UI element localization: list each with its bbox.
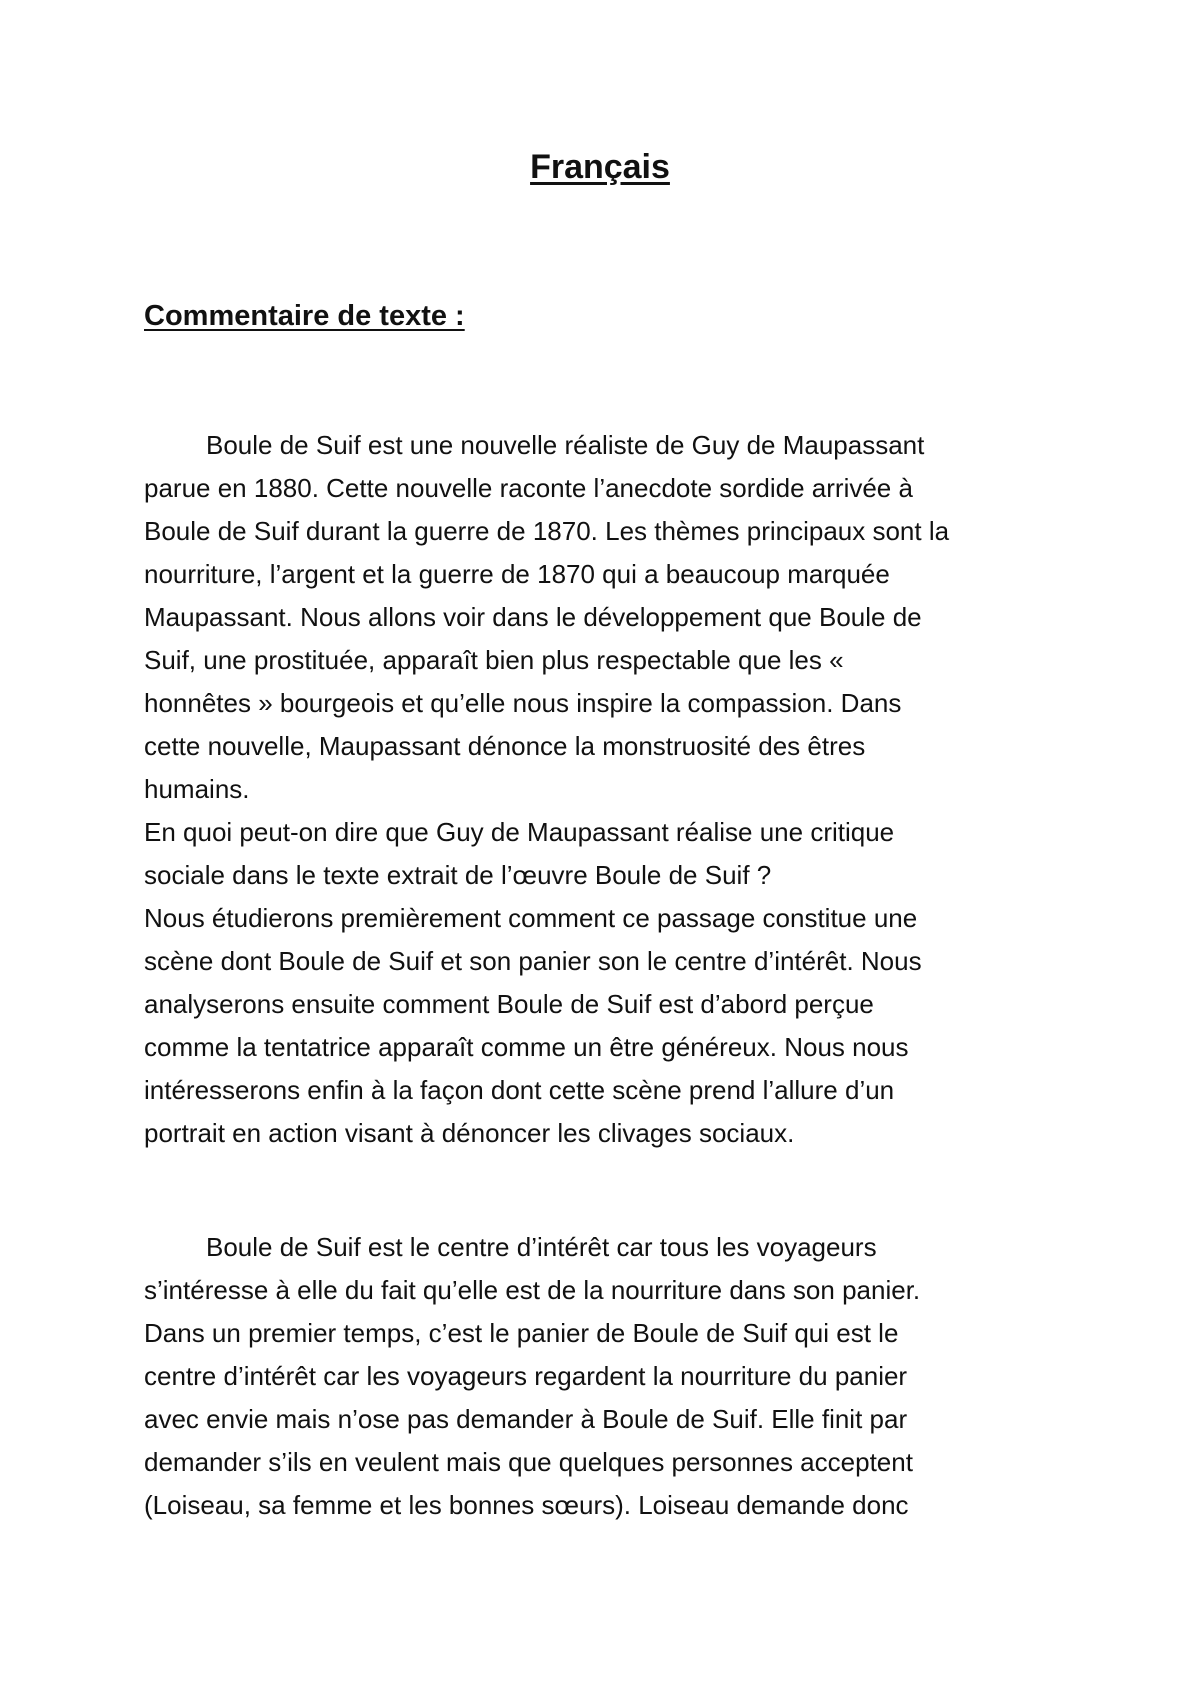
paragraph-introduction bbox=[144, 424, 1084, 1155]
text-line: s’intéresse à elle du fait qu’elle est de la nourriture dans son panier. bbox=[144, 1275, 921, 1305]
text-line: humains. bbox=[144, 774, 250, 804]
paragraph-development bbox=[144, 1226, 1084, 1527]
text-line: centre d’intérêt car les voyageurs regardent la nourriture du panier bbox=[144, 1361, 908, 1391]
text-line: Nous étudierons premièrement comment ce passage constitue une bbox=[144, 903, 918, 933]
text-line: comme la tentatrice apparaît comme un être généreux. Nous nous bbox=[144, 1032, 909, 1062]
text-line: Dans un premier temps, c’est le panier de Boule de Suif qui est le bbox=[144, 1318, 899, 1348]
page-title: Français bbox=[530, 148, 670, 186]
text-line: portrait en action visant à dénoncer les clivages sociaux. bbox=[144, 1118, 795, 1148]
text-line: cette nouvelle, Maupassant dénonce la monstruosité des êtres bbox=[144, 731, 866, 761]
text-line: scène dont Boule de Suif et son panier son le centre d’intérêt. Nous bbox=[144, 946, 922, 976]
text-line: Boule de Suif durant la guerre de 1870. Les thèmes principaux sont la bbox=[144, 516, 950, 546]
text-line: (Loiseau, sa femme et les bonnes sœurs). Loiseau demande donc bbox=[144, 1490, 909, 1520]
text-line: Boule de Suif est le centre d’intérêt car tous les voyageurs bbox=[206, 1232, 877, 1262]
text-line: Boule de Suif est une nouvelle réaliste de Guy de Maupassant bbox=[206, 430, 925, 460]
text-line: analyserons ensuite comment Boule de Suif est d’abord perçue bbox=[144, 989, 874, 1019]
text-line: parue en 1880. Cette nouvelle raconte l’anecdote sordide arrivée à bbox=[144, 473, 913, 503]
section-heading: Commentaire de texte : bbox=[144, 300, 465, 332]
text-line: Suif, une prostituée, apparaît bien plus respectable que les « bbox=[144, 645, 844, 675]
text-line: avec envie mais n’ose pas demander à Boule de Suif. Elle finit par bbox=[144, 1404, 908, 1434]
text-line: sociale dans le texte extrait de l’œuvre Boule de Suif ? bbox=[144, 860, 772, 890]
text-line: honnêtes » bourgeois et qu’elle nous inspire la compassion. Dans bbox=[144, 688, 902, 718]
text-line: demander s’ils en veulent mais que quelques personnes acceptent bbox=[144, 1447, 913, 1477]
text-line: Maupassant. Nous allons voir dans le développement que Boule de bbox=[144, 602, 922, 632]
text-line: nourriture, l’argent et la guerre de 1870 qui a beaucoup marquée bbox=[144, 559, 890, 589]
text-line: En quoi peut-on dire que Guy de Maupassant réalise une critique bbox=[144, 817, 895, 847]
text-line: intéresserons enfin à la façon dont cette scène prend l’allure d’un bbox=[144, 1075, 895, 1105]
